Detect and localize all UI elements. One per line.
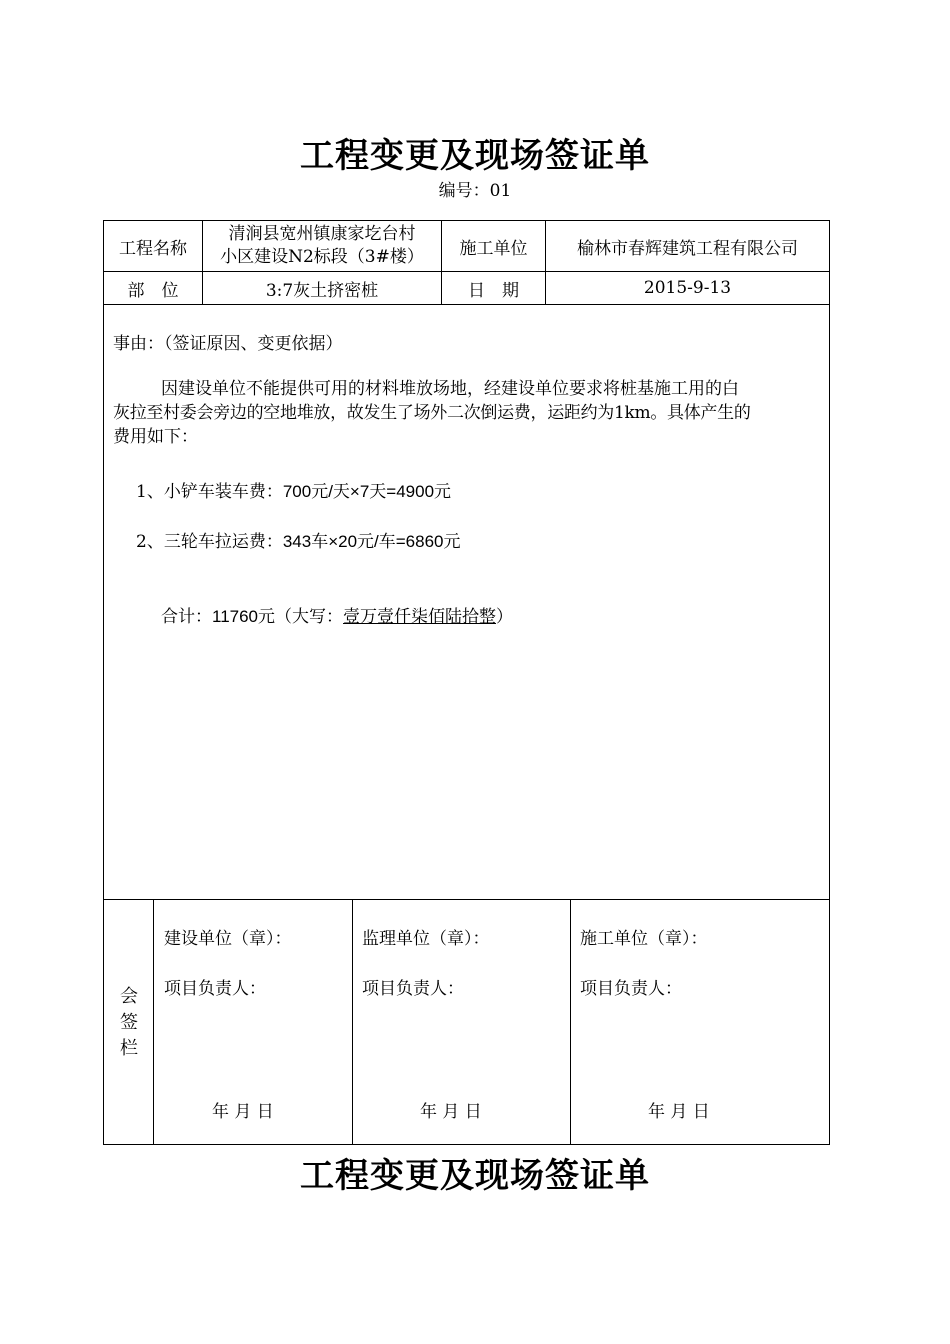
cost-item-1-prefix: 1、小铲车装车费： [136,482,283,502]
next-page-title: 工程变更及现场签证单 [300,1156,650,1196]
total-amount: 11760元（大写： [212,607,344,626]
total-prefix: 合计： [161,607,212,627]
paragraph-line: 因建设单位不能提供可用的材料堆放场地，经建设单位要求将桩基施工用的白 [161,379,739,399]
project-name-line2: 小区建设N2标段（3#楼） [220,247,424,267]
document-title: 工程变更及现场签证单 [300,136,650,176]
cost-total [161,602,513,627]
supervisor-unit-seal: 监理单位（章）： [362,929,490,949]
reason-paragraph [113,377,825,449]
row-divider [104,304,829,305]
total-caps: 壹万壹仟柒佰陆拾整 [343,607,497,627]
supervisor-project-manager: 项目负责人： [362,979,464,999]
cost-item-2-prefix: 2、三轮车拉运费： [136,532,283,552]
project-name-label: 工程名称 [119,238,187,259]
signoff-section-label: 会 签 栏 [120,986,138,1059]
contractor-unit-seal: 施工单位（章）： [580,929,708,949]
position-value: 3:7灰土挤密桩 [265,280,379,301]
column-divider [153,899,154,1144]
project-name-value [203,221,441,271]
owner-unit-seal: 建设单位（章）： [164,929,292,949]
contractor-project-manager: 项目负责人： [580,979,682,999]
cost-item-1-calc: 700元/天×7天=4900元 [282,482,452,501]
reason-label: 事由：（签证原因、变更依据） [113,334,343,354]
date-value: 2015-9-13 [643,278,732,298]
cost-item-2 [136,527,461,552]
owner-project-manager: 项目负责人： [164,979,266,999]
owner-sign-date: 年 月 日 [212,1102,274,1122]
total-suffix: ） [496,607,514,627]
paragraph-line: 费用如下： [113,427,198,447]
visa-form [103,220,830,1145]
contractor-sign-date: 年 月 日 [648,1102,710,1122]
row-divider [104,899,829,900]
column-divider [352,899,353,1144]
cost-item-1 [136,477,451,502]
project-name-line1: 清涧县宽州镇康家圪台村 [228,224,416,244]
contractor-value: 榆林市春辉建筑工程有限公司 [577,238,798,259]
serial-number: 编号：01 [438,181,512,201]
position-label: 部 位 [127,280,179,301]
date-label: 日 期 [468,280,519,301]
cost-item-2-calc: 343车×20元/车=6860元 [282,532,461,551]
column-divider [570,899,571,1144]
contractor-label: 施工单位 [459,238,528,259]
supervisor-sign-date: 年 月 日 [420,1102,482,1122]
paragraph-line: 灰拉至村委会旁边的空地堆放，故发生了场外二次倒运费，运距约为1km。具体产生的 [113,403,751,423]
